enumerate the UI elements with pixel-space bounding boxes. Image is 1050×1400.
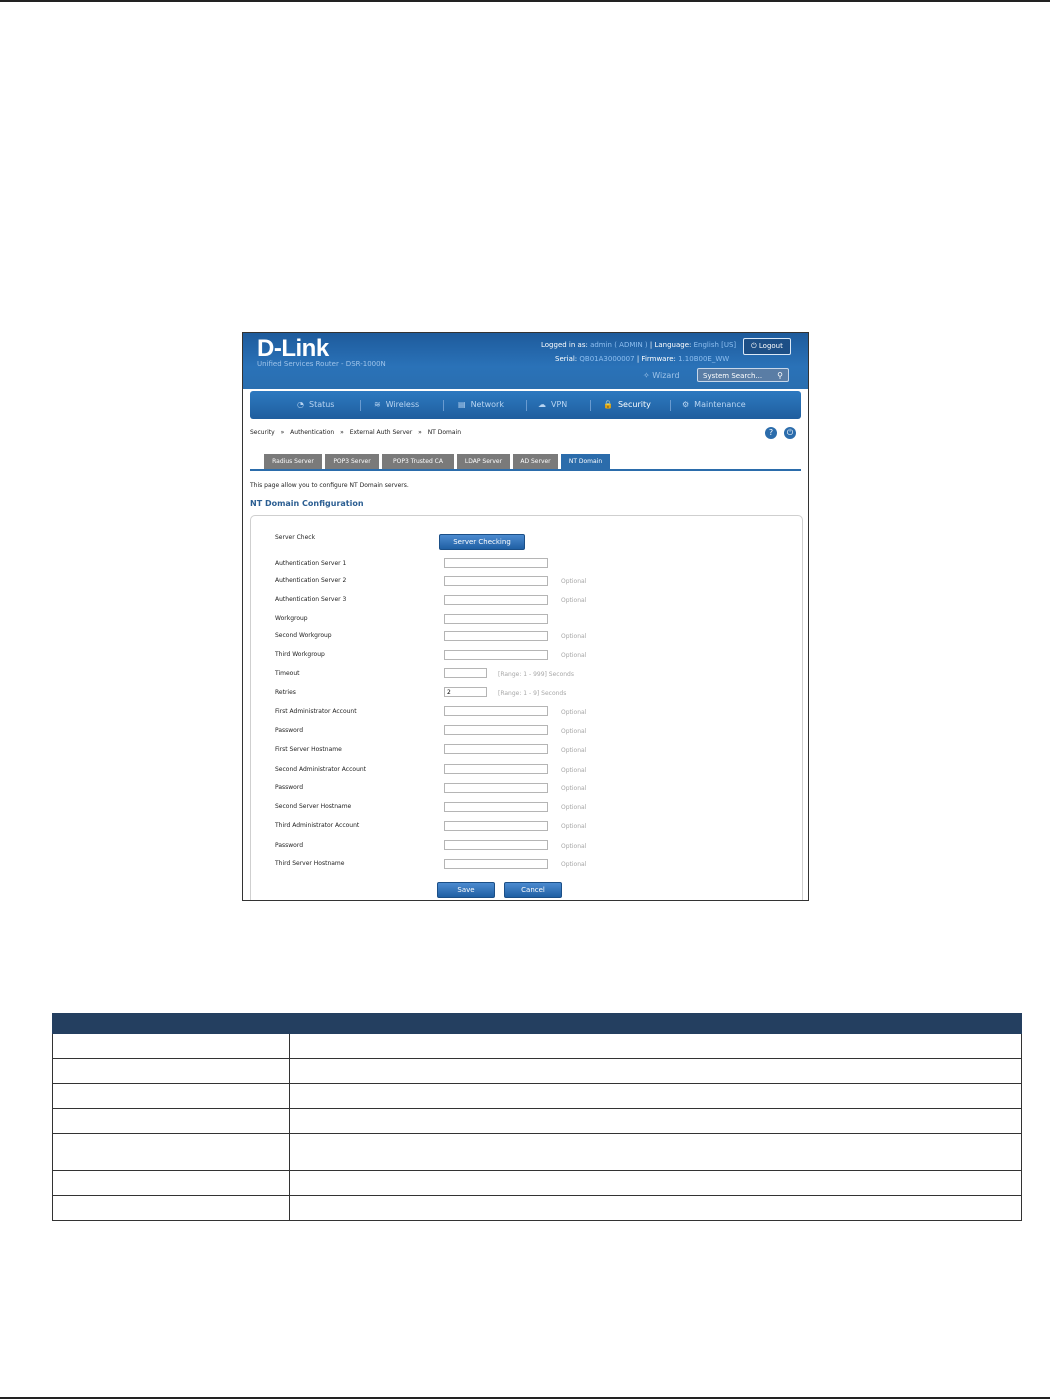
auth-server-2-input[interactable] <box>444 576 548 586</box>
table-cell <box>290 1034 1022 1059</box>
tab-ad-server[interactable]: AD Server <box>513 454 558 469</box>
optional-note: Optional <box>561 633 587 640</box>
table-cell <box>53 1084 290 1109</box>
table-row <box>53 1196 1022 1221</box>
lock-icon: 🔒 <box>603 400 613 409</box>
field-label: Timeout <box>275 670 300 677</box>
table-cell <box>53 1109 290 1134</box>
logout-button[interactable]: ⏻ Logout <box>743 338 791 355</box>
timeout-input[interactable] <box>444 668 487 678</box>
optional-note: Optional <box>561 578 587 585</box>
cancel-button[interactable]: Cancel <box>504 882 562 898</box>
tab-ldap-server[interactable]: LDAP Server <box>457 454 510 469</box>
second-password-input[interactable] <box>444 783 548 793</box>
search-icon: ⚲ <box>777 371 783 380</box>
tab-nt-domain[interactable]: NT Domain <box>561 454 610 469</box>
breadcrumb-item[interactable]: Security <box>250 429 275 436</box>
table-cell <box>290 1134 1022 1171</box>
gauge-icon: ◔ <box>297 400 304 409</box>
breadcrumb-item[interactable]: External Auth Server <box>349 429 413 436</box>
second-server-hostname-input[interactable] <box>444 802 548 812</box>
wifi-icon: ≋ <box>374 400 381 409</box>
range-note: [Range: 1 - 9] Seconds <box>498 690 567 697</box>
field-label: Second Workgroup <box>275 632 332 639</box>
field-label: First Administrator Account <box>275 708 357 715</box>
optional-note: Optional <box>561 767 587 774</box>
field-label: Second Administrator Account <box>275 766 367 773</box>
optional-note: Optional <box>561 861 587 868</box>
language-select[interactable]: English [US] <box>693 341 737 349</box>
table-row <box>53 1084 1022 1109</box>
top-rule <box>0 0 1050 2</box>
help-icon[interactable]: ? <box>765 427 777 439</box>
range-note: [Range: 1 - 999] Seconds <box>498 671 574 678</box>
optional-note: Optional <box>561 804 587 811</box>
bottom-rule <box>0 1397 1050 1399</box>
field-label: Third Server Hostname <box>275 860 345 867</box>
optional-note: Optional <box>561 652 587 659</box>
field-label: Third Workgroup <box>275 651 325 658</box>
first-admin-account-input[interactable] <box>444 706 548 716</box>
optional-note: Optional <box>561 785 587 792</box>
system-search-input[interactable]: System Search... ⚲ <box>697 368 789 382</box>
main-nav <box>250 391 801 419</box>
breadcrumb-item[interactable]: Authentication <box>290 429 335 436</box>
table-cell <box>53 1059 290 1084</box>
description-table <box>52 1013 1022 1221</box>
third-server-hostname-input[interactable] <box>444 859 548 869</box>
wand-icon: ✧ <box>643 371 650 380</box>
table-row <box>53 1171 1022 1196</box>
optional-note: Optional <box>561 823 587 830</box>
second-admin-account-input[interactable] <box>444 764 548 774</box>
second-workgroup-input[interactable] <box>444 631 548 641</box>
device-info: Serial: QB01A3000007 | Firmware: 1.10B00E_WW <box>555 355 730 363</box>
third-workgroup-input[interactable] <box>444 650 548 660</box>
table-cell <box>53 1196 290 1221</box>
nav-maintenance[interactable]: ⚙ Maintenance <box>682 391 746 419</box>
table-row <box>53 1059 1022 1084</box>
nav-network[interactable]: ▤ Network <box>458 391 504 419</box>
table-header-row <box>53 1014 1022 1034</box>
nav-vpn[interactable]: ☁ VPN <box>538 391 567 419</box>
table-row <box>53 1134 1022 1171</box>
field-label: Authentication Server 1 <box>275 560 347 567</box>
field-label: Authentication Server 2 <box>275 577 347 584</box>
table-cell <box>53 1134 290 1171</box>
third-password-input[interactable] <box>444 840 548 850</box>
first-server-hostname-input[interactable] <box>444 744 548 754</box>
page-intro: This page allow you to configure NT Domain servers. <box>250 482 409 489</box>
field-label: Password <box>275 727 304 734</box>
field-label: Third Administrator Account <box>275 822 360 829</box>
server-check-label: Server Check <box>275 534 316 541</box>
table-cell <box>290 1196 1022 1221</box>
save-button[interactable]: Save <box>437 882 495 898</box>
third-admin-account-input[interactable] <box>444 821 548 831</box>
optional-note: Optional <box>561 709 587 716</box>
server-checking-button[interactable]: Server Checking <box>439 534 525 550</box>
tab-pop3-trusted-ca[interactable]: POP3 Trusted CA <box>382 454 454 469</box>
nav-status[interactable]: ◔ Status <box>297 391 334 419</box>
retries-input[interactable]: 2 <box>444 687 487 697</box>
wizard-link[interactable]: ✧ Wizard <box>643 371 680 380</box>
field-label: Password <box>275 784 304 791</box>
optional-note: Optional <box>561 843 587 850</box>
table-cell <box>53 1034 290 1059</box>
breadcrumb: Security » Authentication » External Auth Server » NT Domain <box>250 429 462 436</box>
first-password-input[interactable] <box>444 725 548 735</box>
brand-logo: D-Link <box>257 335 329 362</box>
table-row <box>53 1034 1022 1059</box>
optional-note: Optional <box>561 747 587 754</box>
table-row <box>53 1109 1022 1134</box>
network-icon: ▤ <box>458 400 466 409</box>
table-header-cell <box>290 1014 1022 1034</box>
table-cell <box>290 1109 1022 1134</box>
optional-note: Optional <box>561 597 587 604</box>
nav-security[interactable]: 🔒 Security <box>603 391 651 419</box>
workgroup-input[interactable] <box>444 614 548 624</box>
auth-server-3-input[interactable] <box>444 595 548 605</box>
login-user: admin ( ADMIN ) <box>590 341 648 349</box>
power-icon[interactable]: ⏻ <box>784 427 796 439</box>
field-label: Authentication Server 3 <box>275 596 347 603</box>
tab-radius-server[interactable]: Radius Server <box>264 454 322 469</box>
field-label: Retries <box>275 689 296 696</box>
table-cell <box>53 1171 290 1196</box>
auth-server-1-input[interactable] <box>444 558 548 568</box>
table-cell <box>290 1171 1022 1196</box>
table-header-cell <box>53 1014 290 1034</box>
gears-icon: ⚙ <box>682 400 690 409</box>
config-panel <box>250 515 803 901</box>
cloud-icon: ☁ <box>538 400 546 409</box>
field-label: Second Server Hostname <box>275 803 352 810</box>
table-cell <box>290 1084 1022 1109</box>
tab-pop3-server[interactable]: POP3 Server <box>325 454 379 469</box>
firmware-value: 1.10B00E_WW <box>678 355 730 363</box>
breadcrumb-current: NT Domain <box>427 429 462 436</box>
login-info: Logged in as: admin ( ADMIN ) | Language: English [US] <box>541 341 737 349</box>
field-label: Workgroup <box>275 615 308 622</box>
field-label: First Server Hostname <box>275 746 342 753</box>
section-title: NT Domain Configuration <box>250 499 364 508</box>
table-cell <box>290 1059 1022 1084</box>
optional-note: Optional <box>561 728 587 735</box>
field-label: Password <box>275 842 304 849</box>
header-bar <box>243 333 808 389</box>
product-name: Unified Services Router - DSR-1000N <box>257 360 386 368</box>
router-screenshot <box>242 332 809 901</box>
nav-wireless[interactable]: ≋ Wireless <box>374 391 419 419</box>
serial-value: QB01A3000007 <box>579 355 635 363</box>
